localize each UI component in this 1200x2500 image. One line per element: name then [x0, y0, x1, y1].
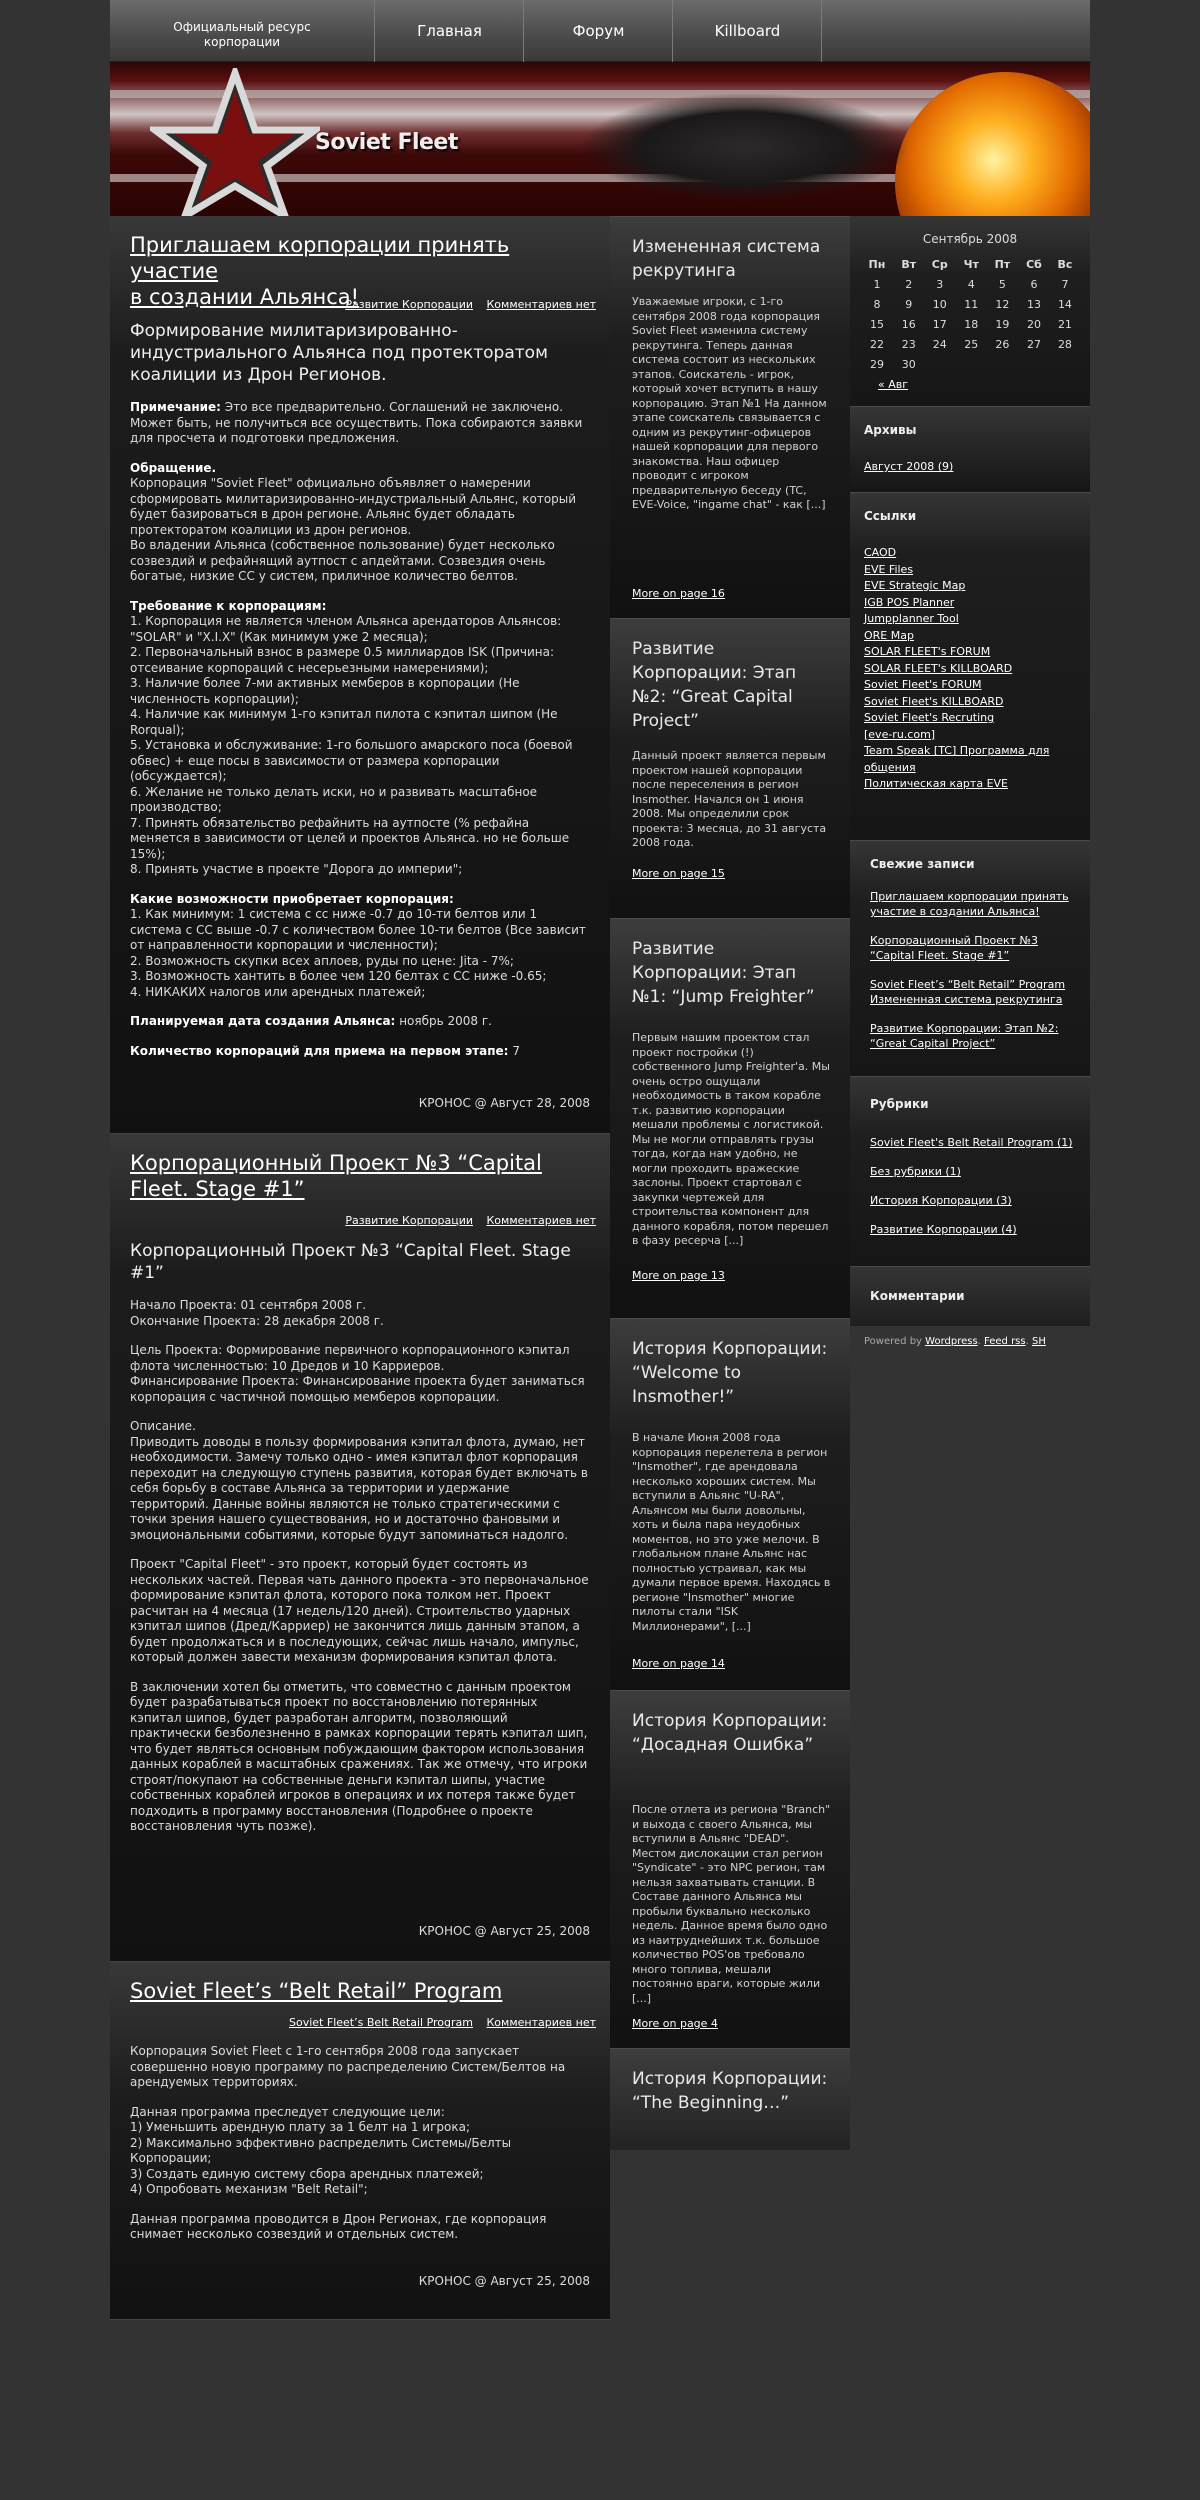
link-item[interactable]: ORE Map	[864, 628, 914, 642]
post-meta	[335, 298, 596, 311]
corp-resource-label: Официальный ресурс корпорации	[110, 0, 375, 62]
more-link[interactable]: More on page 13	[632, 1269, 725, 1282]
comments-block	[850, 1266, 1090, 1326]
archives-block	[850, 406, 1090, 492]
excerpt-post	[610, 1690, 850, 2048]
link-item[interactable]: SOLAR FLEET's FORUM	[864, 645, 991, 658]
excerpt-post	[610, 2048, 850, 2150]
excerpt-post	[610, 216, 850, 618]
star-logo-icon	[150, 68, 320, 216]
link-item[interactable]: Soviet Fleet's FORUM	[864, 678, 982, 691]
excerpt-post	[610, 1318, 850, 1690]
post-category-link[interactable]: Развитие Корпорации	[345, 298, 473, 311]
excerpt-title[interactable]: История Корпорации: “The Beginning…”	[632, 2069, 828, 2113]
link-item[interactable]: Jumpplanner Tool	[864, 612, 959, 625]
nav-home[interactable]: Главная	[376, 0, 524, 62]
link-item[interactable]: IGB POS Planner	[864, 595, 955, 609]
post-category-link[interactable]: Soviet Fleet’s Belt Retail Program	[289, 2016, 473, 2029]
post-footer: КРОНОС @ Август 25, 2008	[418, 2274, 590, 2288]
rubrics-title: Рубрики	[870, 1097, 929, 1111]
sidebar	[850, 216, 1090, 1347]
calendar-block	[850, 216, 1090, 406]
spaceship-image	[580, 92, 910, 202]
links-block	[850, 492, 1090, 840]
excerpt-title[interactable]: История Корпорации: “Досадная Ошибка”	[632, 1711, 828, 1755]
post-meta	[335, 1214, 596, 1227]
post-meta	[279, 2016, 596, 2029]
post-body: Корпорационный Проект №3 “Capital Fleet. Stage #1” Начало Проекта: 01 сентября 2008 г. Окончание Проекта: 28 декабря 2008 г. Цель Проекта: Формирование первичного корпорационного кэпитал флота численностью: 10 Дредов и 10 Карриеров. Финансирование Проекта: Финансирование проекта будет заниматься корпорация с частичной помощью мемберов корпорации. Описание. Приводить доводы в пользу формирования кэпитал флота, думаю, нет необходимости. Замечу только одно - имея кэпитал флот корпорация переходит на следующую ступень развития, которая будет включать в себя борьбу в составе Альянса за территории и удержание территорий. Данные войны являются не только стратегическими с точки зрения нашего существования, но и достаточно фановыми и эмоциональными событиями, которые будут запоминаться надолго. Проект "Capital Fleet" - это проект, который будет состоять из нескольких частей. Первая чать данного проекта - это первоначальное формирование кэпитал флота, которого пока толком нет. Проект расчитан на 4 месяца (17 недель/120 дней). Строительство ударных кэпитал шипов (Дред/Карриер) не закончится лишь данным этапом, а будет продолжаться и в последующих, сейчас лишь начало, импульс, который должен завести механизм формирования кэпитал флота. В заключении хотел бы отметить, что совместно с данным проектом будет разрабатываться проект по восстановлению потерянных кэпитал шипов, будет разработан алгоритм, позволяющий практически безболезненно в рамках корпорации терять кэпитал шип, что будет являться основным побуждающим фактором использования данных кораблей в масштабных сражениях. Так же отмечу, что игроки строят/покупают на собственные деньги кэпитал шипы, участие собственных кораблей игроков в операциях и их потеря также будет подходить в программу восстановления (Подробнее о проекте восстановления чуть позже).	[130, 1241, 589, 1833]
post	[110, 1962, 610, 2320]
page	[110, 0, 1090, 2320]
archive-link[interactable]: Август 2008 (9)	[864, 460, 954, 473]
post-heading: Формирование милитаризированно-индустриального Альянса под протекторатом коалиции из Дрон Регионов.	[130, 321, 548, 385]
recent-post-link[interactable]: Развитие Корпорации: Этап №2: “Great Capital Project”	[870, 1022, 1059, 1050]
excerpt-body: Первым нашим проектом стал проект постройки (!) собственного Jump Freighter'а. Мы очень остро ощущали необходимость в таком корабле т.к. развитию корпорации мешали проблемы с логистикой. Мы не могли отправлять грузы тогда, когда нам удобно, не могли проходить вражеские заслоны. Проект стартовал с закупки чертежей для строительства компонент для данного корабля, потом перешел в фазу ресерча [...]	[632, 1031, 830, 1247]
post-heading: Корпорационный Проект №3 “Capital Fleet. Stage #1”	[130, 1241, 571, 1283]
rss-link[interactable]: Feed rss	[984, 1336, 1026, 1347]
post-body: Формирование милитаризированно-индустриального Альянса под протекторатом коалиции из Дрон Регионов. Примечание: Это все предварительно. Соглашений не заключено. Может быть, не получиться все осуществить. Пока собираются заявки для просчета и подготовки предложения. Обращение. Корпорация "Soviet Fleet" официально объявляет о намерении сформировать милитаризированно-индустриальный Альянс, который будет базироваться в дрон регионе. Альянс будет обладать протекторатом коалиции из дрон регионов. Во владении Альянса (собственное пользование) будет несколько созвездий и рефайнящий аутпост с апдейтами. Созвездия очень богатые, низкие СС у систем, приличное количество белтов. Требование к корпорациям: 1. Корпорация не является членом Альянса арендаторов Альянсов: "SOLAR" и "X.I.X" (Как минимум уже 2 месяца); 2. Первоначальный взнос в размере 0.5 миллиардов ISK (Причина: отсеивание корпораций с несерьезными намерениями); 3. Наличие более 7-ми активных мемберов в корпорации (Не численность корпорации); 4. Наличие как минимум 1-го кэпитал пилота с кэпитал шипом (Не Rorqual); 5. Установка и обслуживание: 1-го большого амарского поса (боевой обвес) + еще посы в зависимости от размера корпорации (обсуждается); 6. Желание не только делать иски, но и развивать масштабное производство; 7. Принять обязательство рефайнить на аутпосте (% рефайна меняется в зависимости от целей и проектов Альянса. но не больше 15%); 8. Принять участие в проекте "Дорога до империи"; Какие возможности приобретает корпорация: 1. Как минимум: 1 система с сс ниже -0.7 до 10-ти белтов или 1 система с СС выше -0.7 с количеством более 10-ти белтов (Все зависит от направленности корпорации и численности); 2. Возможность скупки всех аплоев, руды по цене: Jita - 7%; 3. Возможность хантить в более чем 120 белтах с СС ниже -0.65; 4. НИКАКИХ налогов или арендных платежей; Планируемая дата создания Альянса: ноябрь 2008 г. Количество корпораций для приема на первом этапе: 7	[130, 320, 590, 1073]
top-nav	[110, 0, 1090, 62]
rubrics-block	[850, 1076, 1090, 1266]
rubrics-list	[870, 1135, 1076, 1251]
link-item[interactable]: EVE Strategic Map	[864, 579, 966, 592]
link-item[interactable]: EVE Files	[864, 562, 914, 576]
excerpt-body: Уважаемые игроки, с 1-го сентября 2008 года корпорация Soviet Fleet изменила систему рекрутинга. Теперь данная система состоит из нескольких этапов. Соискатель - игрок, который хочет вступить в нашу корпорацию. Этап №1 На данном этапе соискатель связывается с одним из рекрутинг-офицеров нашей корпорации для первого знакомства. Наш офицер проводит с игроком предварительную беседу (TC, EVE-Voice, "ingame chat" - как [...]	[632, 295, 827, 511]
excerpt-title[interactable]: Развитие Корпорации: Этап №2: “Great Capital Project”	[632, 639, 797, 731]
excerpt-title[interactable]: Развитие Корпорации: Этап №1: “Jump Freighter”	[632, 939, 815, 1007]
more-link[interactable]: More on page 14	[632, 1657, 725, 1670]
archives-list	[864, 459, 1074, 476]
wordpress-link[interactable]: Wordpress	[925, 1336, 978, 1347]
rubric-link[interactable]: Без рубрики (1)	[870, 1165, 961, 1178]
recent-posts-title: Свежие записи	[870, 857, 975, 871]
header-banner	[110, 62, 1090, 216]
post-comments-link[interactable]: Комментариев нет	[486, 1214, 596, 1227]
calendar-prev-link[interactable]: « Авг	[878, 378, 909, 391]
post	[110, 216, 610, 1134]
excerpt-body: Данный проект является первым проектом нашей корпорации после переселения в регион Insmother. Начался он 1 июня 2008. Мы определили срок проекта: 3 месяца, до 31 августа 2008 года.	[632, 749, 827, 849]
post-title[interactable]: Корпорационный Проект №3 “Capital Fleet. Stage #1”	[130, 1151, 542, 1201]
more-link[interactable]: More on page 15	[632, 867, 725, 880]
post-body: Корпорация Soviet Fleet с 1-го сентября 2008 года запускает совершенно новую программу по распределению Систем/Белтов на арендуемых территориях. Данная программа преследует следующие цели: 1) Уменьшить арендную плату за 1 белт на 1 игрока; 2) Максимально эффективно распределить Системы/Белты Корпорации; 3) Создать единую систему сбора арендных платежей; 4) Опробовать механизм "Belt Retail"; Данная программа проводится в Дрон Регионах, где корпорация снимает несколько созвездий и отдельных систем.	[130, 2044, 566, 2241]
rubric-link[interactable]: Soviet Fleet's Belt Retail Program (1)	[870, 1136, 1073, 1149]
logo-text: Soviet Fleet	[315, 130, 458, 155]
post-footer: КРОНОС @ Август 28, 2008	[418, 1096, 590, 1110]
recent-posts-block	[850, 840, 1090, 1076]
main-column	[110, 216, 610, 2320]
links-title: Ссылки	[864, 509, 917, 523]
link-item[interactable]: Team Speak [TC] Программа для общения	[864, 744, 1050, 774]
post-comments-link[interactable]: Комментариев нет	[486, 2016, 596, 2029]
recent-post-link[interactable]: Soviet Fleet’s “Belt Retail” Program Измененная система рекрутинга	[870, 978, 1066, 1006]
recent-post-link[interactable]: Приглашаем корпорации принять участие в создании Альянса!	[870, 890, 1069, 918]
link-item[interactable]: Политическая карта EVE	[864, 777, 1008, 790]
recent-post-link[interactable]: Корпорационный Проект №3 “Capital Fleet. Stage #1”	[870, 934, 1038, 962]
recent-posts-list	[870, 889, 1076, 1065]
excerpt-post	[610, 618, 850, 918]
middle-column	[610, 216, 850, 2150]
link-item[interactable]: [eve-ru.com]	[864, 727, 936, 741]
excerpt-title[interactable]: История Корпорации: “Welcome to Insmother!”	[632, 1339, 828, 1407]
nav-killboard[interactable]: Killboard	[674, 0, 822, 62]
post-comments-link[interactable]: Комментариев нет	[486, 298, 596, 311]
powered-by: Powered by Wordpress. Feed rss. SH	[864, 1336, 1046, 1347]
excerpt-body: После отлета из региона "Branch" и выхода с своего Альянса, мы вступили в Альянс "DEAD". Местом дислокации стал регион "Syndicate" - это NPC регион, там нельзя захватывать станции. В Составе данного Альянса мы пробыли буквально несколько недель. Данное время было одно из наитруднейших т.к. большое количество POS'ов требовало много топлива, мешали постоянно враги, которые жили [...]	[632, 1803, 831, 2005]
calendar-table: Пн Вт Ср Чт Пт Сб Вс 1 2 3 4 5 6 7 8 9 10 11 12 13 14 15 16 17 18 19 20 21 22 23 24 25 26 27 28 29 30	[868, 257, 1073, 371]
link-item[interactable]: Soviet Fleet's KILLBOARD	[864, 694, 1004, 708]
calendar	[860, 232, 1080, 391]
excerpt-post	[610, 918, 850, 1318]
post-category-link[interactable]: Развитие Корпорации	[345, 1214, 473, 1227]
post-title[interactable]: Soviet Fleet’s “Belt Retail” Program	[130, 1979, 503, 2003]
rubric-link[interactable]: Развитие Корпорации (4)	[870, 1223, 1017, 1236]
more-link[interactable]: More on page 16	[632, 587, 725, 600]
archives-title: Архивы	[864, 423, 917, 437]
link-item[interactable]: SOLAR FLEET's KILLBOARD	[864, 661, 1013, 675]
post-footer: КРОНОС @ Август 25, 2008	[418, 1924, 590, 1938]
sh-link[interactable]: SH	[1031, 1336, 1046, 1347]
link-item[interactable]: Soviet Fleet's Recruting	[864, 711, 995, 724]
nav-forum[interactable]: Форум	[525, 0, 673, 62]
excerpt-body: В начале Июня 2008 года корпорация перелетела в регион "Insmother", где арендовала несколько хороших систем. Мы вступили в Альянс "U-RA", Альянсом мы были довольны, хоть и была пара неудобных моментов, но это уже мелочи. В глобальном плане Альянс нас полностью устраивал, как мы думали первое время. Находясь в регионе "Insmother" многие пилоты стали "ISK Миллионерами", [...]	[632, 1431, 831, 1633]
post-title[interactable]: Приглашаем корпорации принять участие в создании Альянса!	[130, 233, 510, 309]
links-list	[864, 545, 1074, 793]
post	[110, 1134, 610, 1962]
rubric-link[interactable]: История Корпорации (3)	[870, 1194, 1012, 1207]
link-item[interactable]: CAOD	[864, 546, 897, 559]
excerpt-title[interactable]: Измененная система рекрутинга	[632, 237, 821, 281]
comments-title: Комментарии	[870, 1289, 965, 1303]
calendar-caption: Сентябрь 2008	[922, 232, 1018, 246]
more-link[interactable]: More on page 4	[632, 2017, 718, 2030]
